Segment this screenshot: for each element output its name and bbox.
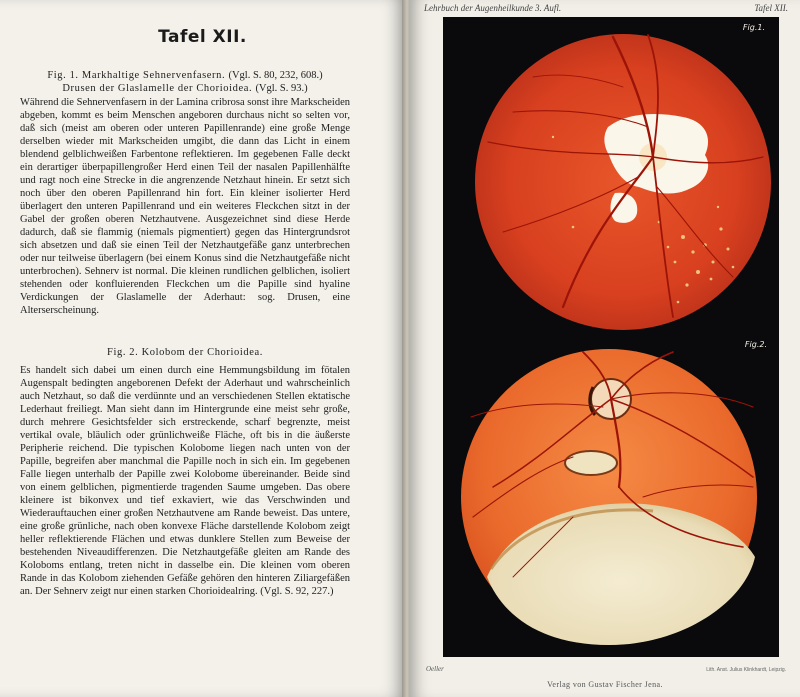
fig2-caption: Fig. 2. Kolobom der Chorioidea. bbox=[107, 347, 263, 358]
right-page bbox=[410, 0, 800, 697]
fig1-label: Fig.1. bbox=[742, 23, 765, 32]
fig1-caption-subtitle: Drusen der Glaslamelle der Chorioidea. bbox=[62, 83, 253, 94]
lithographer-credit: Lith. Anst. Julius Klinkhardt, Leipzig. bbox=[706, 667, 786, 673]
fig1-fundus-disc bbox=[475, 34, 771, 330]
fig1-text-block bbox=[20, 69, 350, 317]
fig1-body-text: Während die Sehnervenfasern in der Lamina cribrosa sonst ihre Markscheiden abgeben, kommt es beim Menschen angeboren durchaus nicht so selten vor, daß sich (meist am oberen oder unteren Papillenrande) eine große Menge derselben wieder mit Markscheiden umgibt, die dann das Licht in einem blendend gelblichweißen Farbentone reflektieren. Im gegebenen Falle deckt ein derartiger überpapillengroßer Herd einen Teil der nasalen Papillenhälfte und ragt noch eine Strecke in die angrenzende Netzhaut hinein. Er setzt sich noch über den oberen Papillenrand hin fort. Ein kleiner isolierter Herd überlagert den unteren Papillenrand und ein weiteres Fleckchen sitzt in der Gabel der großen oberen Netzhautvene. Ausgezeichnet sind diese Herde dadurch, daß sie flammig (niemals pigmentiert) gegen das Hintergrundsrot sich absetzen und daß sie einen Teil der Netzhautgefäße ganz unterbrechen oder nur teilweise überlagern (bei einem Konus sind die Netzhautgefäße nicht unterbrochen). Sehnerv ist normal. Die kleinen rundlichen gelblichen, isoliert stehenden oder konfluierenden Fleckchen um die Papille sind hyaline Verdickungen der Glaslamelle der Aderhaut: sog. Drusen, eine Alterserscheinung. bbox=[20, 97, 350, 316]
artist-signature: Oeller bbox=[426, 665, 444, 673]
color-plate bbox=[443, 17, 779, 657]
running-head: Lehrbuch der Augenheilkunde 3. Aufl. bbox=[424, 3, 562, 13]
fig2-fundus bbox=[461, 349, 757, 645]
fig1-caption-reference: (Vgl. S. 80, 232, 608.) bbox=[228, 70, 323, 81]
fig1-caption-title: Fig. 1. Markhaltige Sehnervenfasern. bbox=[47, 70, 226, 81]
fig2-text-block bbox=[20, 346, 350, 598]
fig1-caption-subtitle-reference: (Vgl. S. 93.) bbox=[255, 83, 308, 94]
fig1-caption bbox=[20, 69, 350, 95]
fig2-label: Fig.2. bbox=[744, 340, 767, 349]
fig1-fundus bbox=[475, 34, 771, 330]
fig2-body-text: Es handelt sich dabei um einen durch eine Hemmungsbildung im fötalen Augenspalt bedingten angeborenen Defekt der Aderhaut und wahrscheinlich auch Netzhaut, so daß die verdünnte und an verschiedenen Stellen ektatische Lederhaut freiliegt. Man sieht dann im Hintergrunde eine meist sehr große, durch mehrere Gesichtsfelder sich erstreckende, scharf begrenzte, meist vertikal ovale, bläulich oder grünlichweiße Fläche, oft bis in die äußerste Peripherie reichend. Die typischen Kolobome liegen nach unten von der Papille, begreifen aber manchmal die Papille noch in sich ein. Im gegebenen Falle liegen unterhalb der Papille zwei Kolobome übereinander. Beide sind von einem gelblichen, pigmentierde tragenden Saume umgeben. Das obere kleinere ist bikonvex und tief exkaviert, wie das Verschwinden und Wiederauftauchen einer großen Netzhautvene am Rande beweist. Das untere, eine große grünliche, nach oben konvexe Fläche darstellende Kolobom zeigt heller reflektierende Flächen und etwas dunklere Stellen zum Beweise der bestehenden Niveaudifferenzen. Die Netzhautgefäße gleiten am Rande des Koloboms entlang, treten nicht in dasselbe ein. Die kleinen vom oberen Rande in das Kolobom ziehenden Gefäße gehören den hinteren Ziliargefäßen an. Der Sehnerv zeigt nur einen starken Chorioidealring. (Vgl. S. 92, 227.) bbox=[20, 365, 350, 597]
plate-number: Tafel XII. bbox=[754, 3, 788, 13]
fundus-illustrations bbox=[443, 17, 779, 657]
plate-title: Tafel XII. bbox=[158, 27, 247, 47]
small-coloboma bbox=[565, 451, 617, 475]
publisher-credit: Verlag von Gustav Fischer Jena. bbox=[547, 680, 663, 689]
